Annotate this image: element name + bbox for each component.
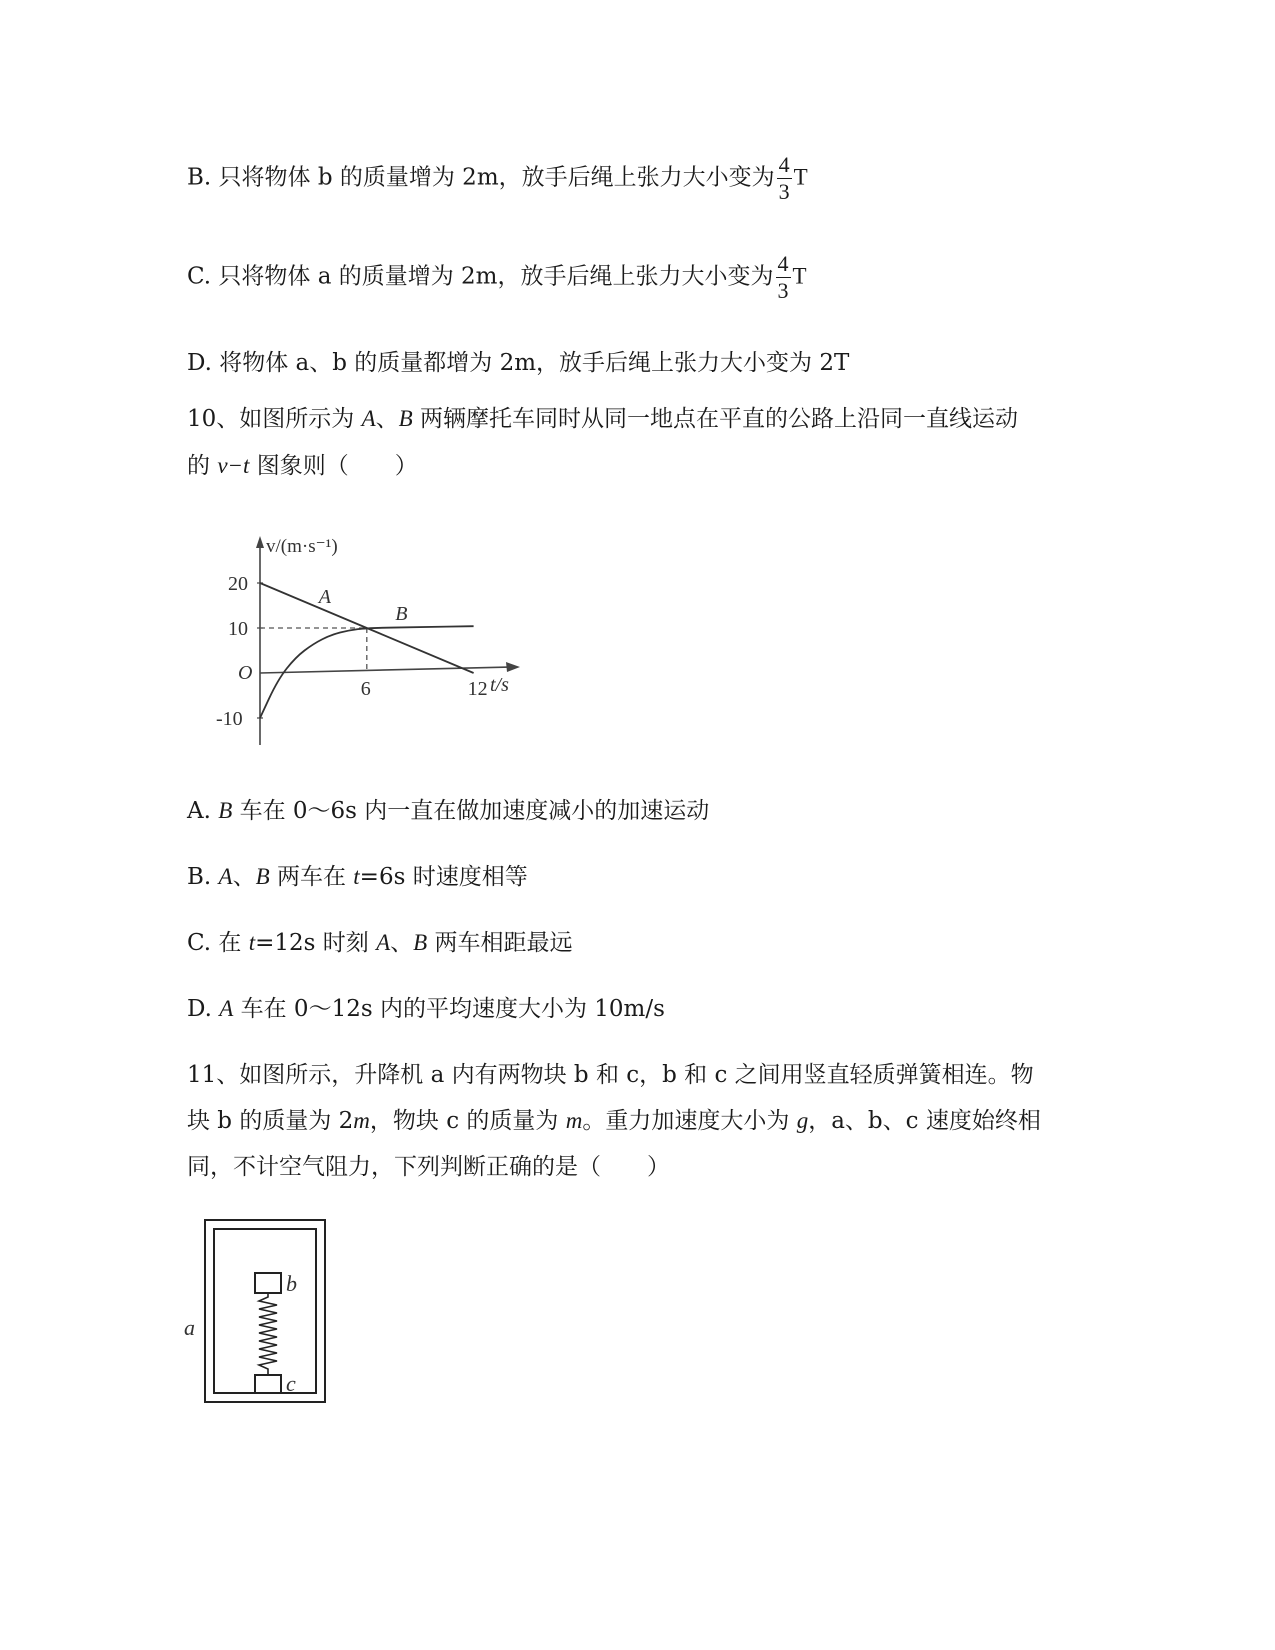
y-tick-label: 10 (228, 618, 248, 640)
x-axis-label: t/s (490, 674, 509, 696)
fraction-four-thirds: $\frac{4}{3}$ (778, 152, 790, 204)
elevator-figure (178, 1215, 348, 1415)
origin-label: O (238, 662, 253, 684)
block-b (255, 1273, 281, 1293)
q9-option-d: D. 将物体 a、b 的质量都增为 2m，放手后绳上张力大小变为 2T (187, 350, 850, 376)
q10-option-c: C. 在 t=12s 时刻 A、B 两车相距最远 (187, 930, 573, 956)
q9-option-c: C. 只将物体 a 的质量增为 2m，放手后绳上张力大小变为 $\frac{4}{3}$ T (187, 251, 807, 303)
label-c: c (286, 1371, 296, 1396)
vt-chart (210, 530, 530, 745)
q11-stem-line-2: 块 b 的质量为 2m，物块 c 的质量为 m。重力加速度大小为 g，a、b、c 速度始终相 (187, 1108, 1041, 1134)
series-label-A: A (318, 585, 331, 608)
q10-option-d: D. A 车在 0～12s 内的平均速度大小为 10m/s (187, 996, 665, 1022)
label-b: b (286, 1271, 297, 1296)
q10-stem-line-1: 10、如图所示为 A、B 两辆摩托车同时从同一地点在平直的公路上沿同一直线运动 (187, 406, 1019, 432)
y-axis-label: v/(m·s⁻¹) (266, 536, 338, 557)
q11-stem-line-1: 11、如图所示，升降机 a 内有两物块 b 和 c，b 和 c 之间用竖直轻质弹簧相连。物 (187, 1062, 1034, 1088)
y-tick-label: -10 (216, 708, 243, 730)
spring (259, 1293, 277, 1375)
fraction-four-thirds: $\frac{4}{3}$ (777, 251, 789, 303)
x-tick-label: 6 (360, 678, 371, 700)
q9-option-b: B. 只将物体 b 的质量增为 2m，放手后绳上张力大小变为 $\frac{4}{3}$ T (187, 152, 808, 204)
q10-stem-line-2: 的 v−t 图象则（ ） (187, 453, 418, 479)
q10-option-b: B. A、B 两车在 t=6s 时速度相等 (187, 864, 528, 890)
q11-stem-line-3: 同，不计空气阻力，下列判断正确的是（ ） (187, 1154, 670, 1180)
block-c (255, 1375, 281, 1393)
x-tick-label: 12 (467, 678, 488, 700)
q10-option-a: A. B 车在 0～6s 内一直在做加速度减小的加速运动 (187, 798, 710, 824)
y-tick-label: 20 (228, 573, 248, 595)
series-label-B: B (395, 602, 408, 625)
y-axis-arrow (256, 536, 264, 548)
x-axis-arrow (506, 662, 520, 672)
label-a: a (184, 1315, 195, 1340)
